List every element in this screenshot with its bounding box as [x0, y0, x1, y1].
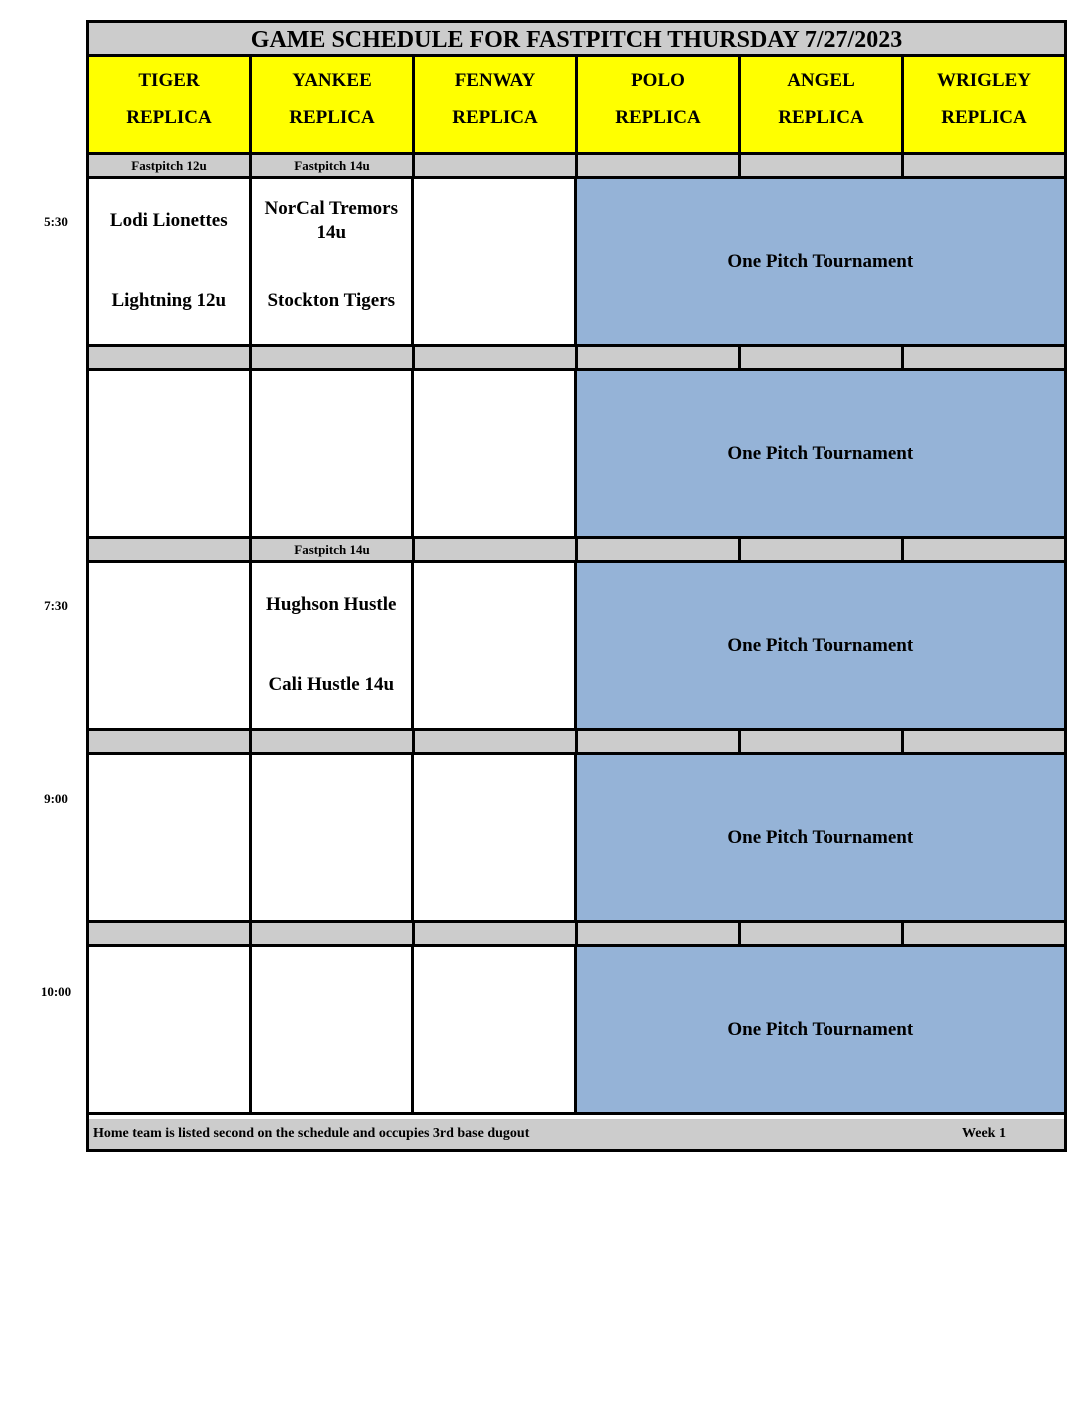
time-slot-row: [89, 371, 1064, 539]
division-label: [415, 923, 578, 944]
field-header: [741, 57, 904, 152]
field-header: [89, 57, 252, 152]
division-label: [904, 731, 1064, 752]
division-label: [904, 155, 1064, 176]
field-name: FENWAY: [454, 70, 536, 91]
field-sub: REPLICA: [452, 107, 538, 128]
division-label: Fastpitch 14u: [252, 539, 415, 560]
tournament-block: One Pitch Tournament: [577, 563, 1065, 728]
visitor-team: Lodi Lionettes: [109, 210, 228, 231]
time-slot-row: [89, 563, 1064, 731]
division-label: [89, 539, 252, 560]
home-team: Cali Hustle 14u: [268, 674, 395, 695]
game-cell: [89, 563, 252, 728]
division-label: [578, 347, 741, 368]
field-sub: REPLICA: [126, 107, 212, 128]
field-header: [578, 57, 741, 152]
game-cell: [89, 371, 252, 536]
field-sub: REPLICA: [778, 107, 864, 128]
division-label: [741, 731, 904, 752]
division-label: [252, 731, 415, 752]
division-label: [89, 923, 252, 944]
division-label: [741, 155, 904, 176]
division-label: [252, 347, 415, 368]
game-cell: [252, 755, 415, 920]
time-label: 10:00: [40, 984, 72, 999]
schedule-table: [86, 20, 1067, 1152]
division-label: Fastpitch 12u: [89, 155, 252, 176]
division-label: [252, 923, 415, 944]
schedule-footer: [89, 1119, 1064, 1149]
visitor-team: Hughson Hustle: [266, 594, 397, 615]
division-label: [904, 347, 1064, 368]
division-label: [578, 731, 741, 752]
division-label: [415, 155, 578, 176]
time-label: 5:30: [44, 214, 68, 229]
division-label: [415, 731, 578, 752]
division-strip: [89, 347, 1064, 371]
time-label: 7:30: [44, 598, 68, 613]
division-label: [415, 347, 578, 368]
game-cell: [414, 371, 577, 536]
game-cell: [89, 179, 252, 344]
game-cell: [252, 179, 415, 344]
tournament-block: One Pitch Tournament: [577, 755, 1065, 920]
home-team-note: Home team is listed second on the schedule and occupies 3rd base dugout: [93, 1126, 530, 1141]
visitor-team: NorCal Tremors 14u: [264, 198, 398, 243]
time-slot-row: [89, 755, 1064, 923]
division-label: [89, 347, 252, 368]
field-name: YANKEE: [292, 70, 372, 91]
field-header: [904, 57, 1064, 152]
division-label: [741, 539, 904, 560]
game-cell: [89, 947, 252, 1112]
division-label: [578, 923, 741, 944]
division-label: [904, 923, 1064, 944]
field-sub: REPLICA: [289, 107, 375, 128]
game-cell: [414, 755, 577, 920]
game-cell: [252, 563, 415, 728]
week-label: Week 1: [962, 1126, 1006, 1141]
field-name: TIGER: [138, 70, 200, 91]
time-slot-row: [89, 179, 1064, 347]
division-label: [741, 347, 904, 368]
tournament-block: One Pitch Tournament: [577, 179, 1065, 344]
field-name: WRIGLEY: [937, 70, 1031, 91]
game-cell: [414, 563, 577, 728]
division-label: [741, 923, 904, 944]
field-sub: REPLICA: [941, 107, 1027, 128]
division-strip: [89, 923, 1064, 947]
tournament-block: One Pitch Tournament: [577, 947, 1065, 1112]
game-cell: [252, 947, 415, 1112]
field-header: [252, 57, 415, 152]
division-strip: [89, 539, 1064, 563]
division-label: [415, 539, 578, 560]
time-slot-row: [89, 947, 1064, 1115]
game-cell: [414, 179, 577, 344]
schedule-title: GAME SCHEDULE FOR FASTPITCH THURSDAY 7/27/2023: [89, 23, 1064, 57]
game-cell: [414, 947, 577, 1112]
division-strip: [89, 155, 1064, 179]
game-cell: [252, 371, 415, 536]
division-label: [578, 539, 741, 560]
division-label: [578, 155, 741, 176]
field-sub: REPLICA: [615, 107, 701, 128]
game-cell: [89, 755, 252, 920]
field-name: ANGEL: [787, 70, 855, 91]
tournament-block: One Pitch Tournament: [577, 371, 1065, 536]
division-label: [89, 731, 252, 752]
field-name: POLO: [631, 70, 685, 91]
field-header: [415, 57, 578, 152]
home-team: Stockton Tigers: [267, 290, 396, 311]
division-label: Fastpitch 14u: [252, 155, 415, 176]
division-label: [904, 539, 1064, 560]
field-header-row: [89, 57, 1064, 155]
time-label: 9:00: [44, 791, 68, 806]
division-strip: [89, 731, 1064, 755]
home-team: Lightning 12u: [111, 290, 227, 311]
